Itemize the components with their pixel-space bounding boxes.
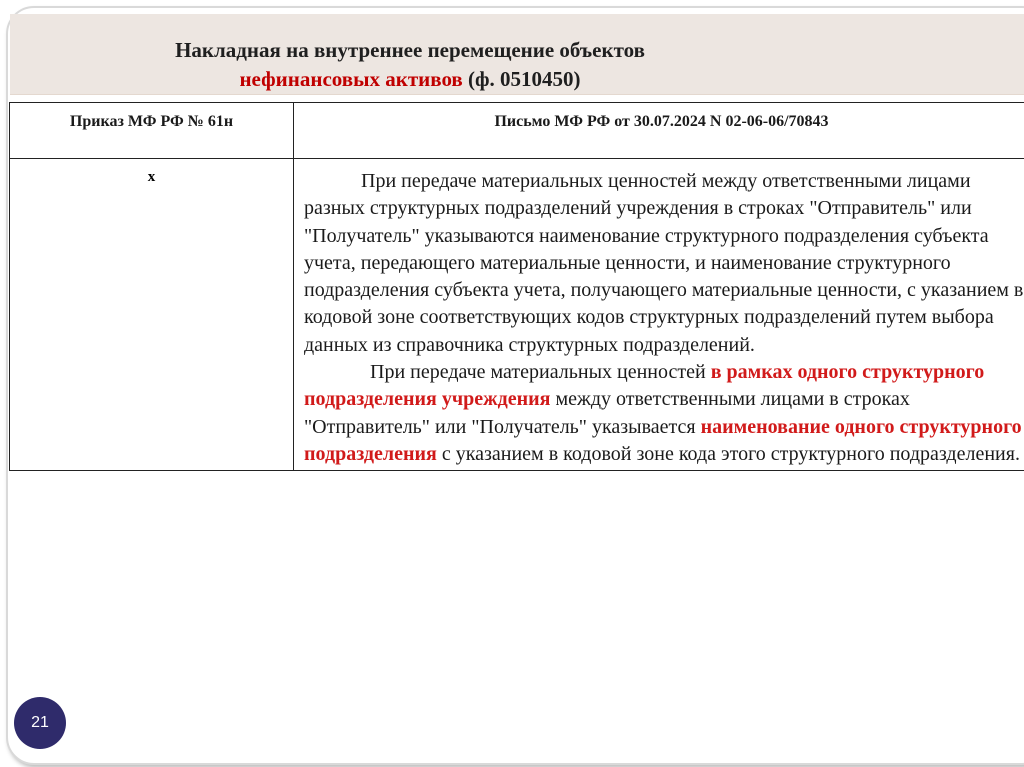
paragraph-2-highlight-1: в рамках одного структурного подразделения учреждения [304, 361, 985, 411]
paragraph-2-text-a: При передаче материальных ценностей [370, 361, 711, 384]
title-line-1: Накладная на внутреннее перемещение объектов [175, 38, 645, 62]
paragraph-2 [304, 359, 1024, 468]
title-red-part: нефинансовых активов [239, 67, 463, 91]
paragraph-1: При передаче материальных ценностей между ответственными лицами разных структурных подразделений учреждения в строках "Отправитель" или "Получатель" указываются наименование структурного подразделения субъекта учета, передающего материальные ценности, и наименование структурного подразделения субъекта учета, получающего материальные ценности, с указанием в кодовой зоне соответствующих кодов структурных подразделений путем выбора данных из справочника структурных подразделений. [304, 170, 1024, 356]
title-line-2 [20, 65, 800, 94]
header-order-61n: Приказ МФ РФ № 61н [10, 103, 294, 159]
title-band [10, 14, 1024, 95]
table-row [10, 159, 1024, 471]
page-number-badge: 21 [14, 697, 66, 749]
paragraph-2-text-e: с указанием в кодовой зоне кода этого структурного подразделения. [436, 442, 1020, 465]
slide-title [20, 36, 800, 94]
comparison-table [9, 102, 1024, 471]
paragraph-2-highlight-2: наименование одного структурного подразделения [304, 415, 1022, 465]
letter-text-cell [294, 159, 1024, 471]
title-form-code: (ф. 0510450) [462, 67, 581, 91]
paragraph-2-text-c: между ответственными лицами в строках "Отправитель" или "Получатель" указывается [304, 388, 910, 438]
table-header-row [10, 103, 1024, 159]
header-letter: Письмо МФ РФ от 30.07.2024 N 02-06-06/70843 [294, 103, 1024, 159]
empty-marker-cell: х [10, 159, 294, 471]
